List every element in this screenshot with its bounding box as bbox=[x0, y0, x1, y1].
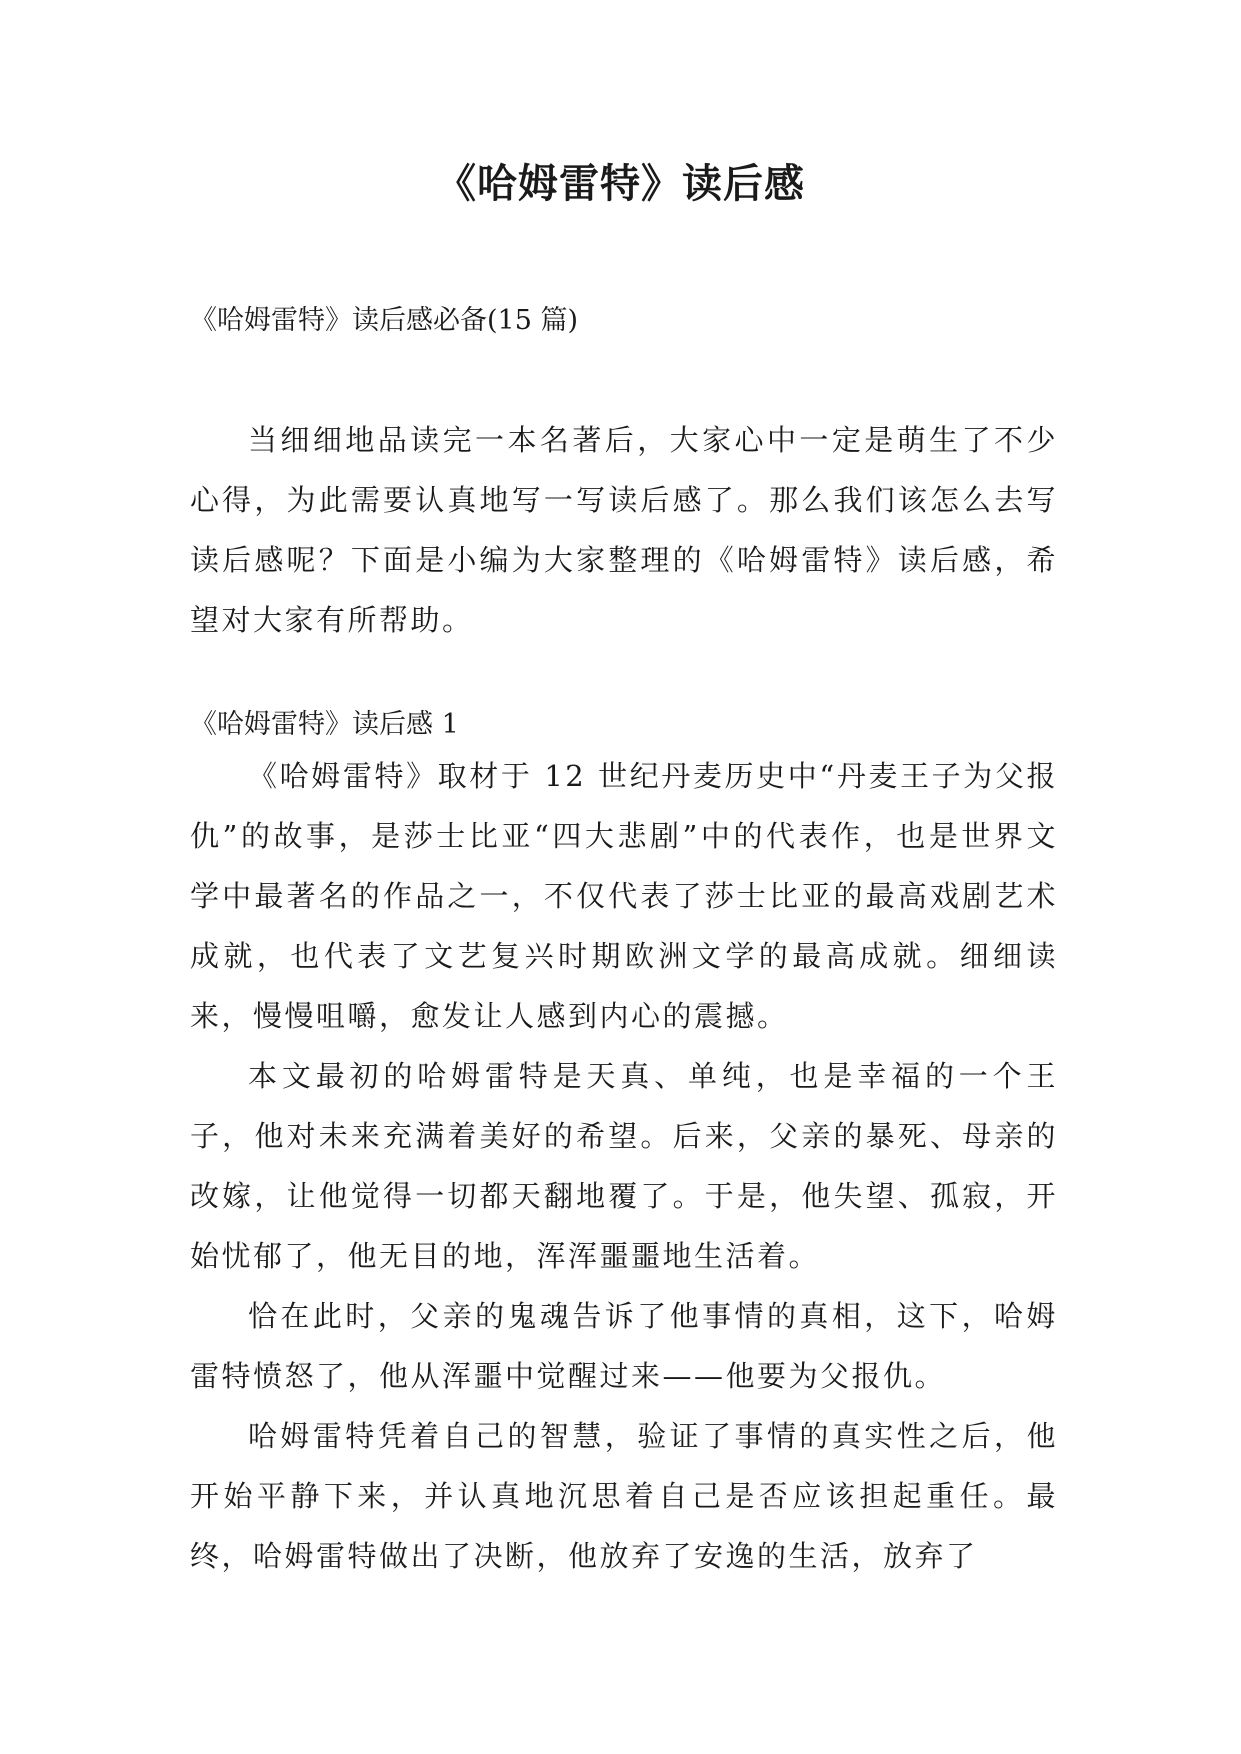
document-subtitle: 《哈姆雷特》读后感必备(15 篇) bbox=[190, 305, 579, 336]
body-paragraph: 《哈姆雷特》取材于 12 世纪丹麦历史中“丹麦王子为父报仇”的故事，是莎士比亚“四大悲剧”中的代表作，也是世界文学中最著名的作品之一，不仅代表了莎士比亚的最高戏剧艺术成就，也代表了文艺复兴时期欧洲文学的最高成就。细细读来，慢慢咀嚼，愈发让人感到内心的震撼。 bbox=[190, 759, 1058, 1033]
section-body bbox=[190, 746, 1058, 1586]
body-paragraph: 恰在此时，父亲的鬼魂告诉了他事情的真相，这下，哈姆雷特愤怒了，他从浑噩中觉醒过来——他要为父报仇。 bbox=[190, 1299, 1058, 1393]
body-paragraph: 哈姆雷特凭着自己的智慧，验证了事情的真实性之后，他开始平静下来，并认真地沉思着自己是否应该担起重任。最终，哈姆雷特做出了决断，他放弃了安逸的生活，放弃了 bbox=[190, 1419, 1058, 1573]
document-title: 《哈姆雷特》读后感 bbox=[436, 160, 805, 207]
intro-block bbox=[190, 410, 1058, 650]
section-heading: 《哈姆雷特》读后感 1 bbox=[190, 709, 459, 740]
intro-paragraph: 当细细地品读完一本名著后，大家心中一定是萌生了不少心得，为此需要认真地写一写读后感了。那么我们该怎么去写读后感呢？下面是小编为大家整理的《哈姆雷特》读后感，希望对大家有所帮助。 bbox=[190, 423, 1058, 637]
body-paragraph: 本文最初的哈姆雷特是天真、单纯，也是幸福的一个王子，他对未来充满着美好的希望。后来，父亲的暴死、母亲的改嫁，让他觉得一切都天翻地覆了。于是，他失望、孤寂，开始忧郁了，他无目的地，浑浑噩噩地生活着。 bbox=[190, 1059, 1058, 1273]
